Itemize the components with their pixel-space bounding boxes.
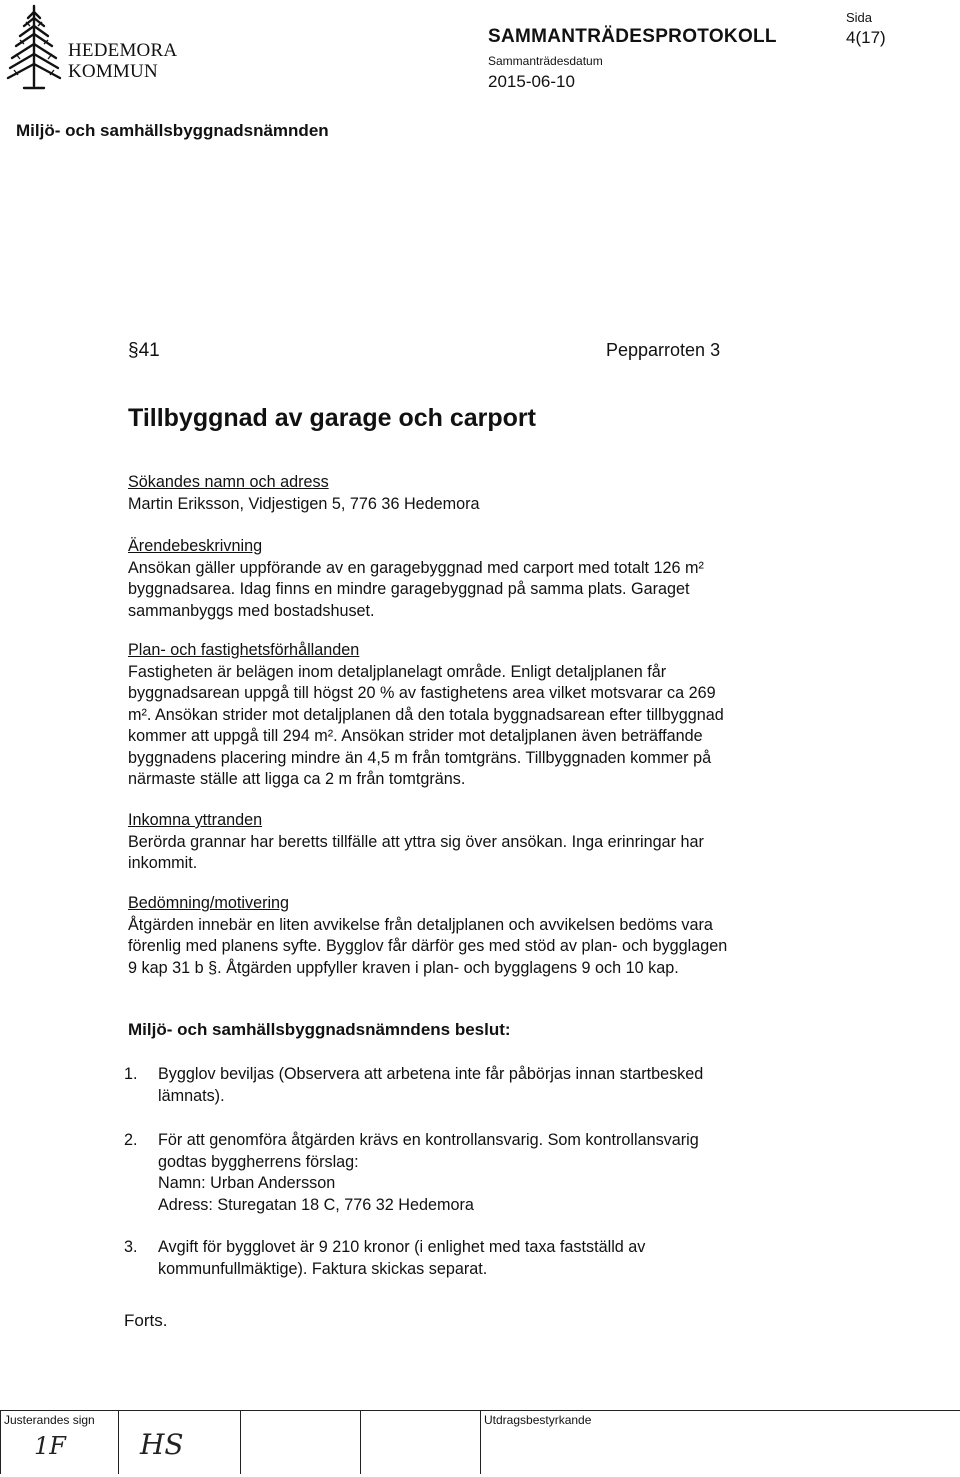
- section-line: Berörda grannar har beretts tillfälle att yttra sig över ansökan. Inga erinringar har: [128, 832, 704, 851]
- case-title: Tillbyggnad av garage och carport: [128, 404, 536, 432]
- decision-item-line: kommunfullmäktige). Faktura skickas separat.: [158, 1259, 488, 1278]
- decision-item-line: lämnats).: [158, 1086, 225, 1105]
- section-heading: Plan- och fastighetsförhållanden: [128, 641, 360, 659]
- footer-column-divider: [118, 1410, 119, 1474]
- meeting-date-label: Sammanträdesdatum: [488, 54, 603, 68]
- section-line: Martin Eriksson, Vidjestigen 5, 776 36 Hedemora: [128, 494, 480, 513]
- footer-left-border: [0, 1410, 1, 1474]
- section-case-description: [128, 536, 828, 622]
- section-line: inkommit.: [128, 854, 198, 872]
- decision-item-number: 3.: [124, 1238, 138, 1256]
- section-line: kommer att uppgå till 294 m². Ansökan strider mot detaljplanen även beträffande: [128, 727, 703, 745]
- footer-column-divider: [240, 1410, 241, 1474]
- signature-initials: 1F: [34, 1432, 66, 1460]
- section-line: Fastigheten är belägen inom detaljplanelagt område. Enligt detaljplanen får: [128, 662, 667, 681]
- spruce-tree-logo-icon: [6, 4, 62, 90]
- section-heading: Sökandes namn och adress: [128, 473, 329, 491]
- decision-item-line: För att genomföra åtgärden krävs en kontrollansvarig. Som kontrollansvarig: [158, 1131, 699, 1149]
- section-line: byggnadsarean uppgå till högst 20 % av fastighetens area vilket motsvarar ca 269: [128, 684, 716, 702]
- section-line: byggnadens placering mindre än 4,5 m från tomtgräns. Tillbyggnaden kommer på: [128, 748, 712, 767]
- document-type: SAMMANTRÄDESPROTOKOLL: [488, 26, 777, 47]
- section-line: förenlig med planens syfte. Bygglov får därför ges med stöd av plan- och bygglagen: [128, 937, 728, 955]
- page-label: Sida: [846, 10, 873, 25]
- decision-item-line: Namn: Urban Andersson: [158, 1174, 336, 1192]
- decision-item-number: 1.: [124, 1065, 138, 1083]
- decision-item-line: godtas byggherrens förslag:: [158, 1152, 359, 1171]
- decision-item-text: [158, 1064, 818, 1107]
- signature-label: Justerandes sign: [4, 1413, 95, 1427]
- section-line: närmaste ställe att ligga ca 2 m från tomtgräns.: [128, 770, 466, 788]
- section-heading: Bedömning/motivering: [128, 894, 290, 912]
- extract-certification-label: Utdragsbestyrkande: [484, 1413, 592, 1427]
- section-line: Ansökan gäller uppförande av en garagebyggnad med carport med totalt 126 m²: [128, 558, 704, 577]
- decision-item-line: Avgift för bygglovet är 9 210 kronor (i enlighet med taxa fastställd av: [158, 1238, 646, 1256]
- paragraph-number: §41: [128, 340, 160, 361]
- section-received-statements: [128, 810, 828, 875]
- decision-heading: Miljö- och samhällsbyggnadsnämndens beslut:: [128, 1020, 511, 1039]
- section-line: Åtgärden innebär en liten avvikelse från detaljplanen och avvikelsen bedöms vara: [128, 915, 713, 934]
- organization-name: [68, 40, 177, 82]
- section-line: sammanbyggs med bostadshuset.: [128, 601, 375, 620]
- section-heading: Inkomna yttranden: [128, 811, 263, 829]
- meeting-date: 2015-06-10: [488, 72, 575, 91]
- organization-name-line1: HEDEMORA: [68, 40, 178, 61]
- continued-marker: Forts.: [124, 1311, 168, 1330]
- section-assessment: [128, 893, 828, 979]
- page-number: 4(17): [846, 28, 886, 47]
- committee-name: Miljö- och samhällsbyggnadsnämnden: [16, 121, 329, 140]
- section-line: byggnadsarea. Idag finns en mindre garagebyggnad på samma plats. Garaget: [128, 580, 690, 598]
- footer-column-divider: [480, 1410, 481, 1474]
- decision-item-number: 2.: [124, 1131, 138, 1149]
- property-designation: Pepparroten 3: [606, 340, 721, 360]
- section-applicant: [128, 472, 828, 515]
- signature-initials: HS: [140, 1428, 184, 1461]
- section-plan-conditions: [128, 640, 828, 791]
- decision-item-text: [158, 1237, 818, 1280]
- decision-item-line: Adress: Sturegatan 18 C, 776 32 Hedemora: [158, 1195, 474, 1214]
- section-heading: Ärendebeskrivning: [128, 537, 263, 555]
- footer-column-divider: [360, 1410, 361, 1474]
- section-line: m². Ansökan strider mot detaljplanen då den totala byggnadsarean efter tillbyggnad: [128, 705, 724, 724]
- organization-name-line2: KOMMUN: [68, 61, 158, 82]
- decision-item-text: [158, 1130, 818, 1216]
- section-line: 9 kap 31 b §. Åtgärden uppfyller kraven i plan- och bygglagens 9 och 10 kap.: [128, 958, 679, 977]
- decision-item-line: Bygglov beviljas (Observera att arbetena inte får påbörjas innan startbesked: [158, 1065, 704, 1083]
